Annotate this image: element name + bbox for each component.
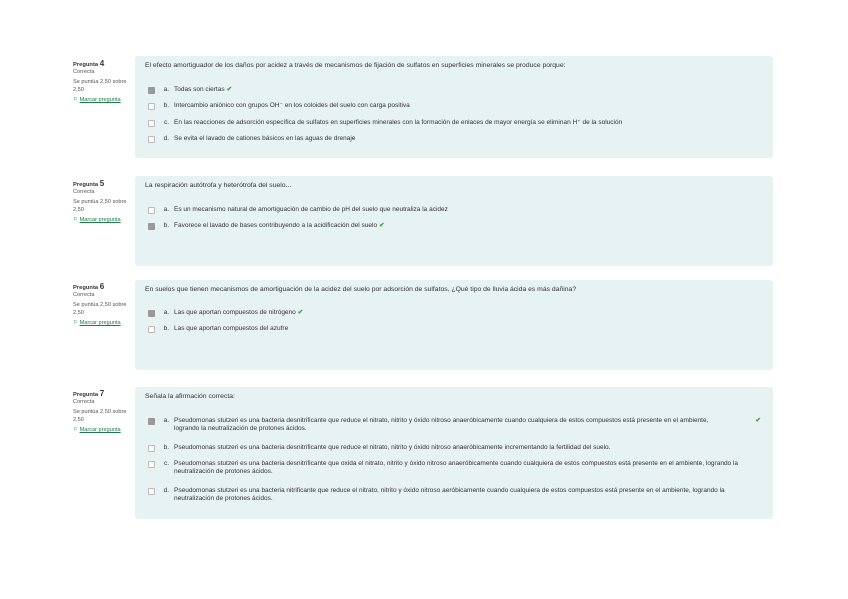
checkbox[interactable]: [148, 87, 155, 94]
question-label: Pregunta: [73, 285, 99, 291]
check-icon: ✔: [379, 222, 385, 229]
answer-letter: b.: [163, 444, 169, 451]
question-score: Se puntúa 2,50 sobre 2,50: [73, 409, 127, 423]
flag-question-link[interactable]: [73, 217, 129, 224]
question-content: [135, 387, 773, 519]
question-text: Señala la afirmación correcta:: [145, 393, 235, 400]
answer-option[interactable]: [148, 325, 758, 333]
flag-label: Marcar pregunta: [79, 216, 121, 223]
question-text: En suelos que tienen mecanismos de amortiguación de la acidez del suelo por adsorción de sulfatos, ¿Qué tipo de lluvia ácida es más dañina?: [145, 286, 577, 293]
answer-letter: a.: [163, 206, 169, 213]
flag-label: Marcar pregunta: [79, 96, 121, 103]
answer-letter: a.: [163, 309, 169, 316]
question-state: Correcta: [73, 69, 95, 76]
check-icon: ✔: [755, 417, 761, 424]
flag-icon: ⚐: [73, 319, 79, 326]
question-text: La respiración autótrofa y heterótrofa del suelo...: [145, 182, 292, 189]
question-label: Pregunta: [73, 62, 99, 68]
question-score: Se puntúa 2,50 sobre 2,50: [73, 302, 127, 316]
answer-option[interactable]: [148, 487, 758, 504]
check-icon: ✔: [297, 309, 304, 316]
flag-label: Marcar pregunta: [79, 426, 121, 433]
answer-letter: b.: [163, 102, 169, 109]
question-state: Correcta: [73, 189, 95, 196]
answer-option[interactable]: [148, 135, 758, 143]
checkbox[interactable]: [148, 326, 155, 333]
answer-letter: c.: [163, 119, 169, 126]
checkbox[interactable]: [148, 136, 155, 143]
question-info: [73, 283, 129, 327]
checkbox[interactable]: [148, 310, 155, 317]
checkbox[interactable]: [148, 223, 155, 230]
question-title: [73, 180, 129, 189]
question-score: Se puntúa 2,50 sobre 2,50: [73, 199, 127, 213]
question-content: [135, 176, 773, 266]
flag-question-link[interactable]: [73, 97, 129, 104]
answer-option[interactable]: [148, 222, 758, 230]
checkbox[interactable]: [148, 488, 155, 495]
answer-text: Es un mecanismo natural de amortiguación de cambio de pH del suelo que neutraliza la acidez: [174, 206, 448, 213]
answer-letter: b.: [163, 222, 169, 229]
flag-icon: ⚐: [73, 96, 79, 103]
question-label: Pregunta: [73, 182, 99, 188]
answer-letter: c.: [163, 460, 169, 467]
answer-option[interactable]: [148, 119, 758, 127]
answer-letter: d.: [163, 135, 169, 142]
checkbox[interactable]: [148, 418, 155, 425]
question-state: Correcta: [73, 292, 95, 299]
check-icon: ✔: [226, 86, 233, 93]
answer-text: Se evita el lavado de cationes básicos en las aguas de drenaje: [174, 135, 356, 142]
question-number: 5: [99, 179, 105, 188]
answer-option[interactable]: [148, 417, 761, 434]
flag-icon: ⚐: [73, 426, 79, 433]
answer-text: Pseudomonas stutzeri es una bacteria desnitrificante que reduce el nitrato, nitrito y óxido nitroso anaeróbicamente cuando cualquiera de estos compuestos está presente en el ambiente, logrando la neutralización de protones ácidos.: [174, 417, 709, 433]
answer-option[interactable]: [148, 86, 758, 94]
checkbox[interactable]: [148, 207, 155, 214]
answer-text: Las que aportan compuestos del azufre: [174, 325, 289, 332]
question-number: 7: [99, 389, 105, 398]
answer-text: Intercambio aniónico con grupos OH⁻ en los coloides del suelo con carga positiva: [174, 102, 410, 109]
question-title: [73, 390, 129, 399]
question-title: [73, 60, 129, 69]
question-text: El efecto amortiguador de los daños por acidez a través de mecanismos de fijación de sulfatos en superficies minerales se produce porque:: [145, 62, 566, 69]
checkbox[interactable]: [148, 445, 155, 452]
flag-question-link[interactable]: [73, 427, 129, 434]
answer-text: Favorece el lavado de bases contribuyendo a la acidificación del suelo: [174, 222, 378, 229]
answer-text: Pseudomonas stutzeri es una bacteria nitrificante que reduce el nitrato, nitrito y óxido nitroso aeróbicamente cuando cualquiera de estos compuestos está presente en el ambiente, logrando la neutralización de protones ácidos.: [174, 487, 725, 503]
question-title: [73, 283, 129, 292]
question-label: Pregunta: [73, 392, 99, 398]
question-info: [73, 390, 129, 434]
answer-option[interactable]: [148, 460, 758, 477]
answer-letter: a.: [163, 86, 169, 93]
question-number: 6: [99, 282, 105, 291]
question-content: [135, 280, 773, 370]
question-info: [73, 180, 129, 224]
question-score: Se puntúa 2,50 sobre 2,50: [73, 79, 127, 93]
answer-text: Pseudomonas stutzeri es una bacteria desnitrificante que oxida el nitrato, nitrito y óxido nitroso anaeróbicamente cuando cualquiera de estos compuestos está presente en el ambiente, logrando la neutralización de protones ácidos.: [174, 460, 739, 476]
answer-letter: d.: [163, 487, 169, 494]
question-info: [73, 60, 129, 104]
answer-letter: b.: [163, 325, 169, 332]
question-content: [135, 56, 773, 158]
answer-option[interactable]: [148, 102, 758, 110]
answer-text: Todas son ciertas: [174, 86, 225, 93]
checkbox[interactable]: [148, 120, 155, 127]
answer-text: Pseudomonas stutzeri es una bacteria desnitrificante que reduce el nitrato, nitrito y óxido nitroso anaeróbicamente incrementando la fertilidad del suelo.: [174, 444, 611, 451]
flag-label: Marcar pregunta: [79, 319, 121, 326]
answer-option[interactable]: [148, 444, 758, 452]
question-state: Correcta: [73, 399, 95, 406]
checkbox[interactable]: [148, 461, 155, 468]
answer-option[interactable]: [148, 206, 758, 214]
answer-text: Las que aportan compuestos de nitrógeno: [174, 309, 296, 316]
question-number: 4: [99, 59, 105, 68]
flag-icon: ⚐: [73, 216, 79, 223]
flag-question-link[interactable]: [73, 320, 129, 327]
checkbox[interactable]: [148, 103, 155, 110]
answer-option[interactable]: [148, 309, 758, 317]
answer-letter: a.: [163, 417, 169, 424]
answer-text: En las reacciones de adsorción específica de sulfatos en superficies minerales con la formación de enlaces de mayor energía se eliminan H⁺ de la solución: [174, 119, 623, 126]
